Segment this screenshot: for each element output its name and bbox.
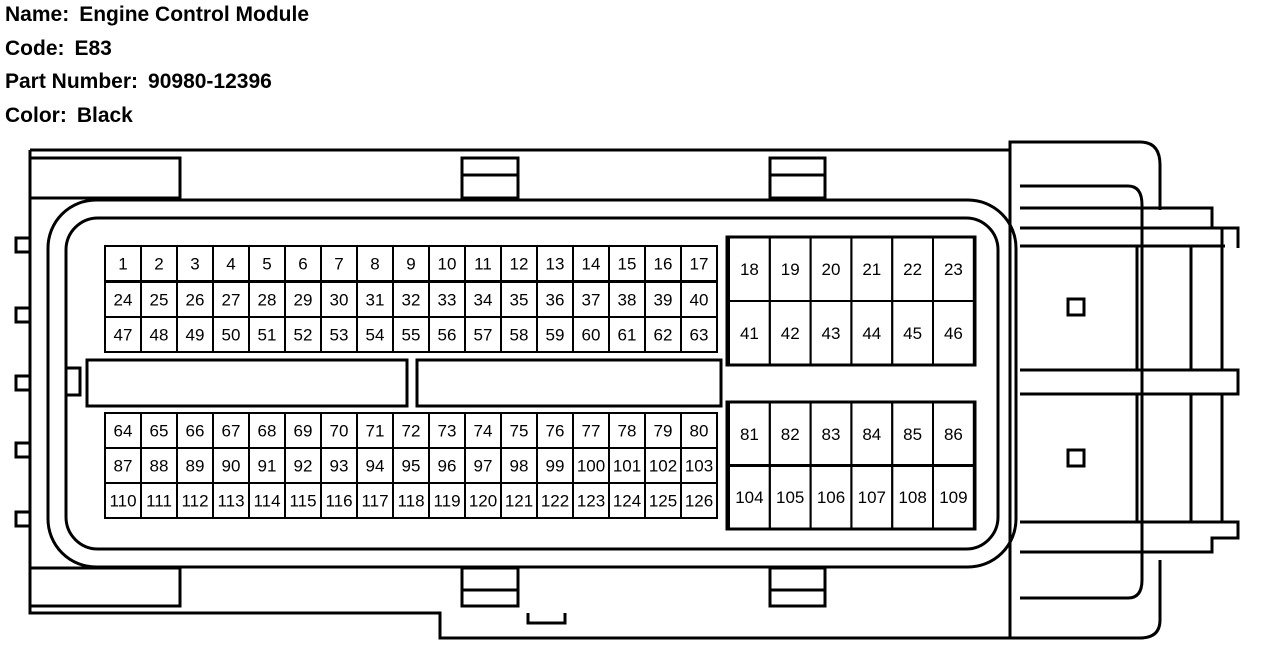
top-latch-right [770, 158, 825, 198]
pin-number: 2 [154, 254, 164, 274]
pin-number: 40 [689, 290, 709, 310]
pin-number: 81 [739, 425, 759, 444]
left-clip-1 [16, 238, 30, 252]
pin-number: 114 [253, 491, 281, 511]
pin-number: 4 [226, 254, 236, 274]
pin-number: 27 [221, 290, 241, 310]
pin-number: 75 [509, 421, 529, 441]
pin-number: 35 [509, 290, 529, 310]
lever-window-top [1068, 299, 1084, 315]
bottom-latch-center [462, 568, 518, 606]
bottom-latch-right [770, 568, 825, 606]
pin-number: 26 [185, 290, 205, 310]
pin-number: 92 [293, 456, 313, 476]
pin-number: 66 [185, 421, 205, 441]
pin-number: 16 [653, 254, 673, 274]
pin-number: 21 [862, 260, 882, 279]
pin-number: 112 [181, 491, 209, 511]
name-value: Engine Control Module [79, 3, 310, 26]
pin-number: 60 [581, 325, 601, 345]
left-pin-block [105, 246, 717, 518]
color-value: Black [76, 103, 133, 127]
pin-number: 68 [257, 421, 277, 441]
pin-number: 82 [780, 425, 800, 444]
pin-number: 62 [653, 325, 673, 345]
pin-number: 44 [862, 324, 882, 343]
pin-number: 11 [474, 254, 492, 274]
pin-number: 46 [943, 324, 963, 343]
pin-number: 53 [329, 325, 349, 345]
pin-number: 111 [146, 491, 172, 511]
pin-number: 89 [185, 456, 205, 476]
top-latch-center [462, 158, 518, 198]
pin-number: 39 [653, 290, 673, 310]
key-slot-bar-left [87, 360, 407, 406]
left-clip-3 [16, 376, 30, 390]
pin-number: 80 [689, 421, 709, 441]
pin-number: 15 [617, 254, 637, 274]
pin-number: 102 [648, 456, 678, 476]
pin-number: 88 [149, 456, 169, 476]
bottom-latch-left [30, 568, 180, 606]
pin-number: 67 [221, 421, 241, 441]
pin-number: 98 [509, 456, 529, 476]
pin-number: 86 [943, 425, 963, 444]
pin-number: 126 [684, 491, 714, 511]
pin-number: 33 [437, 290, 457, 310]
color-label: Color: [5, 103, 67, 127]
pin-number: 101 [612, 456, 642, 476]
pin-number: 84 [862, 425, 882, 444]
pin-number: 71 [365, 421, 385, 441]
pin-number: 118 [397, 491, 425, 511]
top-latch-left [30, 158, 180, 198]
pin-number: 69 [293, 421, 313, 441]
pin-number: 42 [780, 324, 800, 343]
pin-number: 83 [821, 425, 841, 444]
pin-number: 87 [113, 456, 133, 476]
pin-number: 65 [149, 421, 169, 441]
pin-number: 105 [776, 488, 805, 507]
pin-number: 116 [325, 491, 353, 511]
pin-number: 52 [293, 325, 313, 345]
pin-number: 100 [576, 456, 606, 476]
pin-number: 28 [257, 290, 277, 310]
pin-number: 107 [857, 488, 886, 507]
pin-number: 61 [617, 325, 637, 345]
pin-number: 64 [113, 421, 133, 441]
lever-outline [1020, 208, 1238, 552]
pin-number: 24 [113, 290, 133, 310]
pin-number: 119 [433, 491, 461, 511]
name-label: Name: [5, 3, 70, 26]
pin-number: 38 [617, 290, 637, 310]
pin-number: 1 [118, 254, 128, 274]
pin-number: 6 [298, 254, 308, 274]
pin-number: 117 [361, 491, 389, 511]
pin-number: 50 [221, 325, 241, 345]
right-pin-block [727, 237, 975, 529]
pin-number: 19 [780, 260, 800, 279]
pin-number: 12 [509, 254, 529, 274]
pin-number: 45 [903, 324, 923, 343]
pin-number: 47 [113, 325, 133, 345]
key-slot-left [66, 368, 80, 395]
pin-number: 123 [576, 491, 606, 511]
pin-number: 120 [468, 491, 498, 511]
pin-number: 54 [365, 325, 385, 345]
pin-number: 9 [406, 254, 416, 274]
pin-number: 5 [262, 254, 272, 274]
pin-number: 36 [545, 290, 565, 310]
pin-number: 103 [684, 456, 714, 476]
left-clip-4 [16, 443, 30, 457]
pin-number: 3 [190, 254, 200, 274]
pin-number: 109 [939, 488, 968, 507]
code-label: Code: [5, 36, 65, 60]
pin-number: 13 [545, 254, 565, 274]
pin-number: 97 [473, 456, 493, 476]
pin-number: 95 [401, 456, 421, 476]
lever-window-bottom [1068, 450, 1084, 466]
left-clip-2 [16, 308, 30, 322]
pin-number: 93 [329, 456, 349, 476]
pin-number: 99 [545, 456, 565, 476]
pin-number: 56 [437, 325, 457, 345]
pin-number: 125 [648, 491, 678, 511]
pin-number: 121 [504, 491, 534, 511]
left-clip-5 [16, 512, 30, 526]
pin-number: 108 [898, 488, 927, 507]
pin-number: 73 [437, 421, 457, 441]
pin-number: 124 [612, 491, 642, 511]
pin-number: 49 [185, 325, 205, 345]
pin-number: 110 [109, 491, 137, 511]
pin-number: 78 [617, 421, 637, 441]
pin-number: 115 [289, 491, 317, 511]
pin-number: 63 [689, 325, 709, 345]
pin-number: 113 [217, 491, 245, 511]
pin-number: 122 [540, 491, 570, 511]
pin-number: 32 [401, 290, 421, 310]
pin-number: 48 [149, 325, 169, 345]
pin-number: 30 [329, 290, 349, 310]
pin-number: 34 [473, 290, 493, 310]
pin-number: 104 [735, 488, 764, 507]
pin-number: 22 [903, 260, 923, 279]
pin-number: 79 [653, 421, 673, 441]
pin-number: 90 [221, 456, 241, 476]
pin-number: 70 [329, 421, 349, 441]
pin-number: 72 [401, 421, 421, 441]
pin-number: 85 [903, 425, 923, 444]
pin-number: 77 [581, 421, 601, 441]
pin-number: 74 [473, 421, 493, 441]
pin-number: 25 [149, 290, 169, 310]
pin-number: 57 [473, 325, 493, 345]
shell-right-inner [1020, 186, 1142, 598]
pin-number: 10 [437, 254, 457, 274]
key-slot-bar-right [417, 360, 721, 406]
pin-number: 14 [581, 254, 601, 274]
pin-number: 17 [689, 254, 709, 274]
pin-number: 37 [581, 290, 601, 310]
pin-number: 76 [545, 421, 565, 441]
pin-number: 43 [821, 324, 841, 343]
pin-number: 94 [365, 456, 385, 476]
part-number-value: 90980-12396 [148, 70, 272, 93]
bottom-tab [528, 613, 565, 623]
pin-number: 20 [821, 260, 841, 279]
part-number-label: Part Number: [5, 70, 139, 93]
pin-number: 91 [257, 456, 277, 476]
pin-number: 7 [334, 254, 344, 274]
pin-number: 51 [257, 325, 277, 345]
pin-number: 58 [509, 325, 529, 345]
lever-dividers [1020, 246, 1225, 522]
pin-number: 31 [365, 290, 385, 310]
pin-number: 41 [739, 324, 759, 343]
housing-outline [30, 142, 1160, 638]
code-value: E83 [74, 36, 112, 60]
pin-number: 106 [816, 488, 846, 507]
pin-number: 23 [943, 260, 963, 279]
pin-number: 55 [401, 325, 421, 345]
pin-number: 18 [739, 260, 759, 279]
pin-number: 96 [437, 456, 457, 476]
pin-number: 8 [370, 254, 380, 274]
pin-number: 59 [545, 325, 565, 345]
pin-number: 29 [293, 290, 313, 310]
